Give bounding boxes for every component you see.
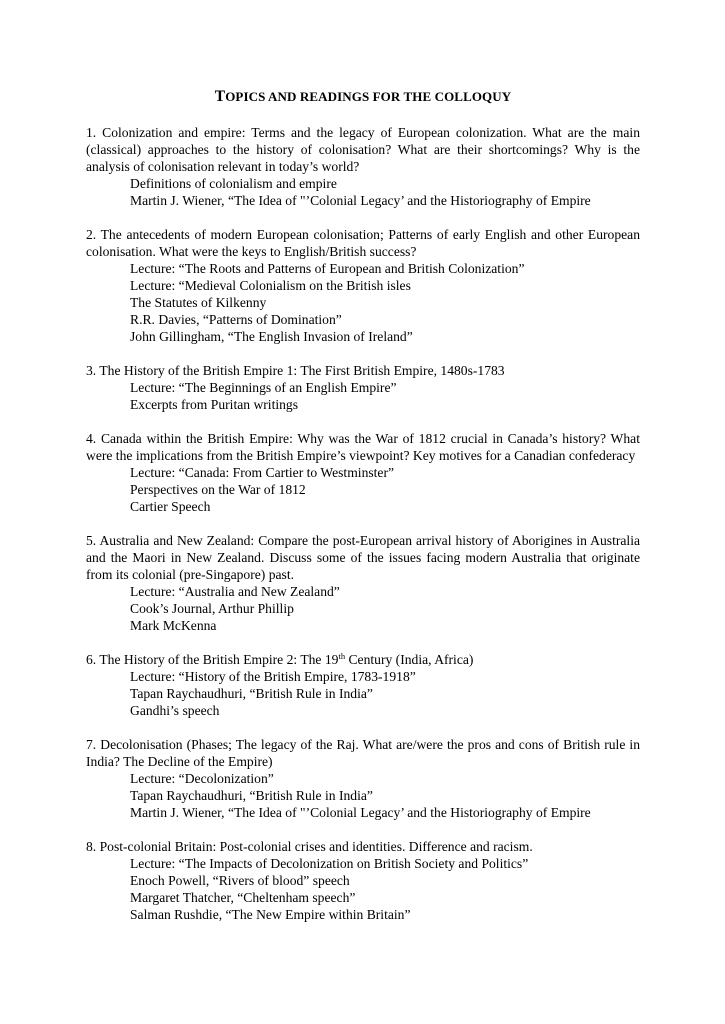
reading-item: Lecture: “Medieval Colonialism on the British isles <box>130 278 411 293</box>
topic-4 <box>86 430 640 515</box>
reading-item: Tapan Raychaudhuri, “British Rule in India” <box>130 788 373 803</box>
reading-item: Mark McKenna <box>130 618 217 633</box>
title-initial: T <box>214 88 226 105</box>
reading-item: Lecture: “The Beginnings of an English Empire” <box>130 380 397 395</box>
document-page <box>86 88 640 940</box>
reading-item: Perspectives on the War of 1812 <box>130 482 306 497</box>
reading-item: Gandhi’s speech <box>130 703 220 718</box>
topic-text: 6. The History of the British Empire 2: The 19 <box>86 652 339 667</box>
reading-item: Lecture: “History of the British Empire, 1783-1918” <box>130 669 416 684</box>
reading-item: Tapan Raychaudhuri, “British Rule in India” <box>130 686 373 701</box>
topic-5 <box>86 532 640 634</box>
topic-2 <box>86 226 640 345</box>
ordinal-superscript: th <box>338 651 346 661</box>
reading-item: Definitions of colonialism and empire <box>130 176 337 191</box>
topic-description: 1. Colonization and empire: Terms and the legacy of European colonization. What are the main (classical) approaches to the history of colonisation? What are their shortcomings? Why is the analysis of colonisation relevant in today’s world? <box>86 125 640 174</box>
topic-description: 7. Decolonisation (Phases; The legacy of the Raj. What are/were the pros and cons of British rule in India? The Decline of the Empire) <box>86 737 640 769</box>
reading-item: Martin J. Wiener, “The Idea of "’Colonial Legacy’ and the Historiography of Empire <box>130 193 591 208</box>
title-text: OPICS AND READINGS FOR THE COLLOQUY <box>225 89 512 104</box>
topic-description: 5. Australia and New Zealand: Compare the post-European arrival history of Aborigines in Australia and the Maori in New Zealand. Discuss some of the issues facing modern Australia that originate from its colonial (pre-Singapore) past. <box>86 533 640 582</box>
reading-item: Excerpts from Puritan writings <box>130 397 299 412</box>
reading-item: Cook’s Journal, Arthur Phillip <box>130 601 294 616</box>
reading-item: Enoch Powell, “Rivers of blood” speech <box>130 873 350 888</box>
topic-8 <box>86 838 640 923</box>
topic-description: 4. Canada within the British Empire: Why was the War of 1812 crucial in Canada’s history? What were the implications from the British Empire’s viewpoint? Key motives for a Canadian confederacy <box>86 431 640 463</box>
reading-item: Lecture: “The Roots and Patterns of European and British Colonization” <box>130 261 525 276</box>
topic-1 <box>86 124 640 209</box>
reading-item: Cartier Speech <box>130 499 211 514</box>
topic-7 <box>86 736 640 821</box>
reading-item: Lecture: “The Impacts of Decolonization on British Society and Politics” <box>130 856 529 871</box>
reading-item: Lecture: “Decolonization” <box>130 771 274 786</box>
reading-item: John Gillingham, “The English Invasion of Ireland” <box>130 329 413 344</box>
topic-description <box>86 651 640 668</box>
topic-description: 2. The antecedents of modern European colonisation; Patterns of early English and other European colonisation. What were the keys to English/British success? <box>86 227 640 259</box>
reading-item: Lecture: “Australia and New Zealand” <box>130 584 340 599</box>
topic-description: 3. The History of the British Empire 1: The First British Empire, 1480s-1783 <box>86 363 505 378</box>
reading-item: Lecture: “Canada: From Cartier to Westminster” <box>130 465 395 480</box>
topic-6 <box>86 651 640 719</box>
reading-item: Martin J. Wiener, “The Idea of "’Colonial Legacy’ and the Historiography of Empire <box>130 805 591 820</box>
reading-item: Salman Rushdie, “The New Empire within Britain” <box>130 907 411 922</box>
page-title <box>86 88 640 105</box>
reading-item: The Statutes of Kilkenny <box>130 295 267 310</box>
reading-item: R.R. Davies, “Patterns of Domination” <box>130 312 342 327</box>
reading-item: Margaret Thatcher, “Cheltenham speech” <box>130 890 356 905</box>
topic-text: Century (India, Africa) <box>345 652 474 667</box>
topic-3 <box>86 362 640 413</box>
topic-description: 8. Post-colonial Britain: Post-colonial crises and identities. Difference and racism. <box>86 839 533 854</box>
